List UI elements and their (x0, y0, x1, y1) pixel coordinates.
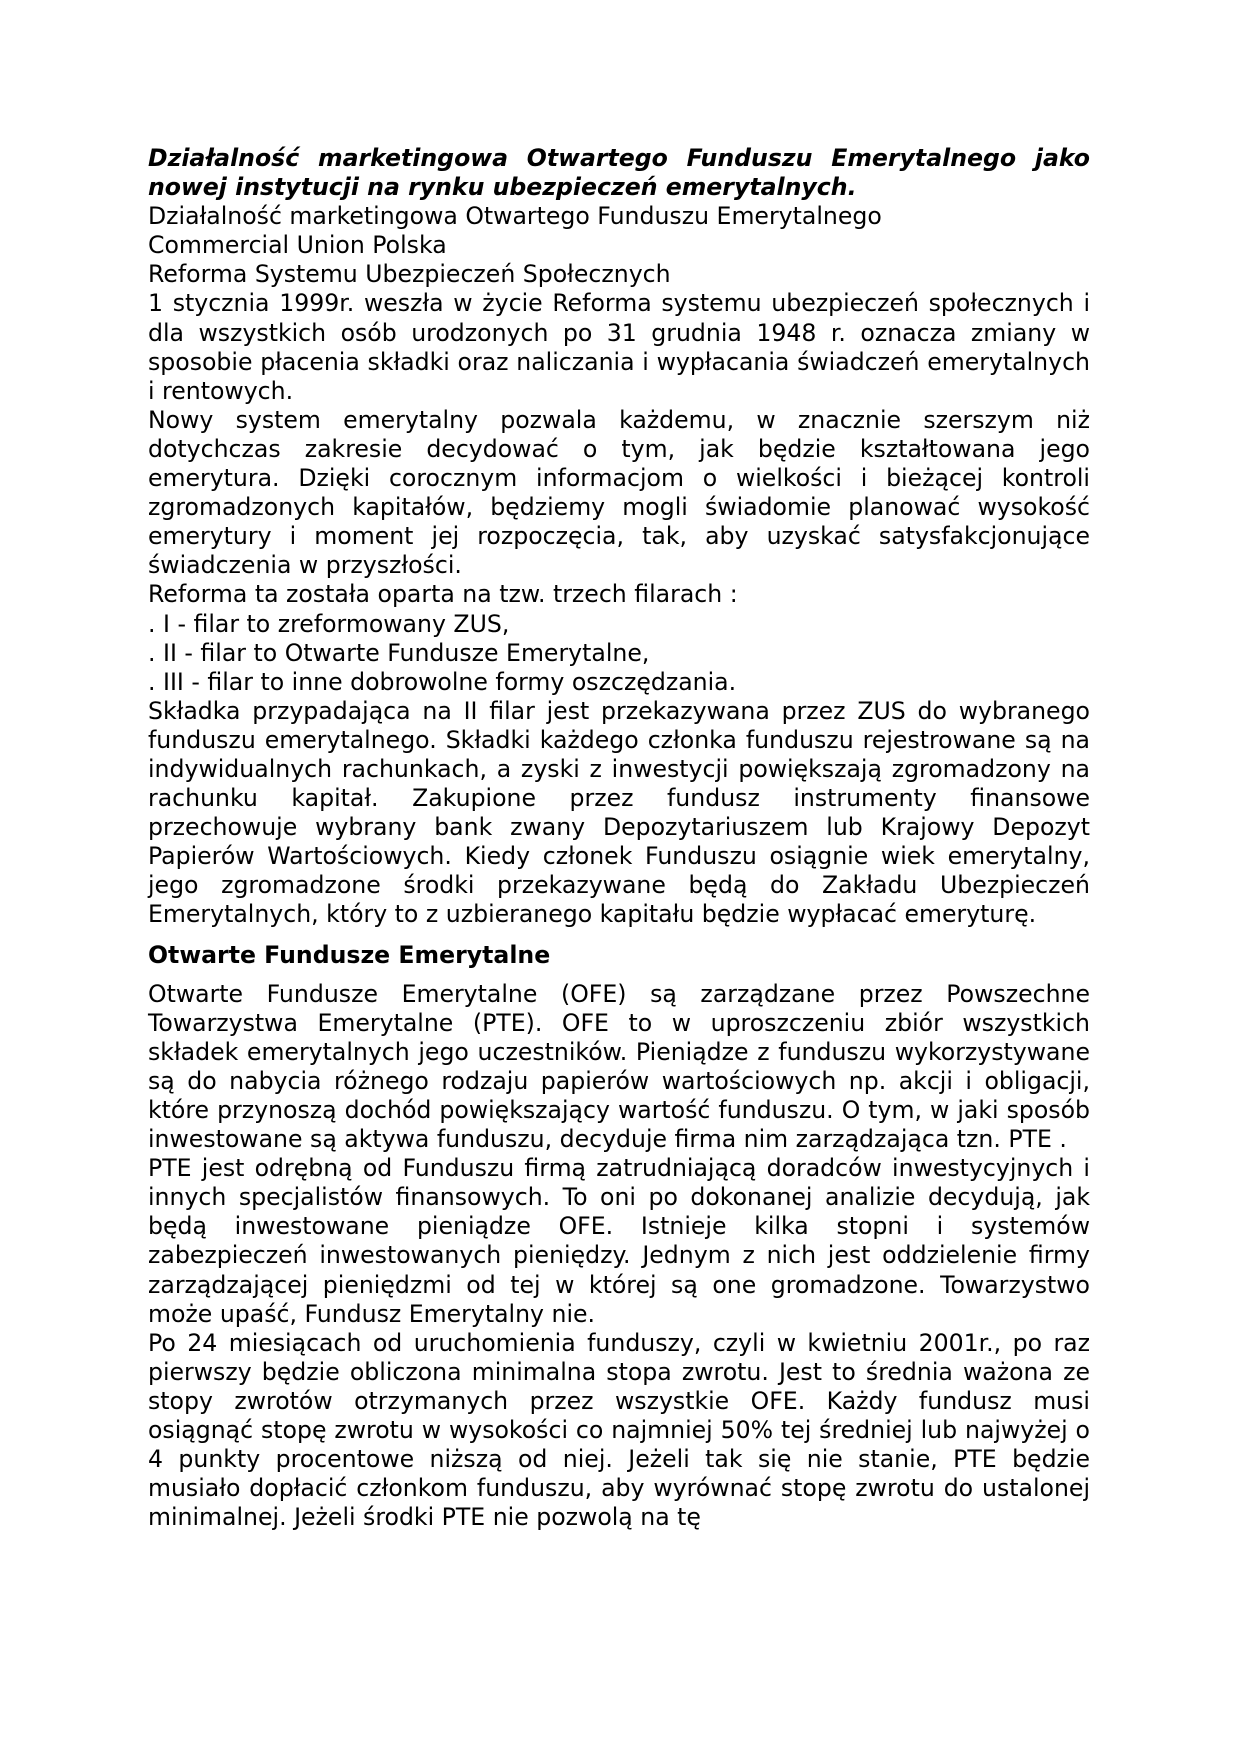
pillar-item: . II - filar to Otwarte Fundusze Emerytalne, (148, 638, 650, 667)
subtitle-line: Reforma Systemu Ubezpieczeń Społecznych (148, 260, 671, 289)
subtitle-line: Działalność marketingowa Otwartego Funduszu Emerytalnego (148, 202, 882, 231)
paragraph: Składka przypadająca na II filar jest przekazywana przez ZUS do wybranego funduszu emerytalnego. Składki każdego członka funduszu rejestrowane są na indywidualnych rachunkach, a zyski z inwestycji powiększają zgromadzony na rachunku kapitał. Zakupione przez fundusz instrumenty finansowe przechowuje wybrany bank zwany Depozytariuszem lub Krajowy Depozyt Papierów Wartościowych. Kiedy członek Funduszu osiągnie wiek emerytalny, jego zgromadzone środki przekazywane będą do Zakładu Ubezpieczeń Emerytalnych, który to z uzbieranego kapitału będzie wypłacać emeryturę. (148, 696, 1090, 929)
subtitle-line: Commercial Union Polska (148, 231, 447, 260)
pillar-item: . I - filar to zreformowany ZUS, (148, 609, 510, 638)
paragraph: Otwarte Fundusze Emerytalne (OFE) są zarządzane przez Powszechne Towarzystwa Emerytalne (PTE). OFE to w uproszczeniu zbiór wszystkich składek emerytalnych jego uczestników. Pieniądze z funduszu wykorzystywane są do nabycia różnego rodzaju papierów wartościowych np. akcji i obligacji, które przynoszą dochód powiększający wartość funduszu. O tym, w jaki sposób inwestowane są aktywa funduszu, decyduje firma nim zarządzająca tzn. PTE . (148, 979, 1090, 1154)
section-heading: Otwarte Fundusze Emerytalne (148, 940, 551, 969)
paragraph: PTE jest odrębną od Funduszu firmą zatrudniającą doradców inwestycyjnych i innych specjalistów finansowych. To oni po dokonanej analizie decydują, jak będą inwestowane pieniądze OFE. Istnieje kilka stopni i systemów zabezpieczeń inwestowanych pieniędzy. Jednym z nich jest oddzielenie firmy zarządzającej pieniędzmi od tej w której są one gromadzone. Towarzystwo może upaść, Fundusz Emerytalny nie. (148, 1154, 1090, 1328)
document-title: Działalność marketingowa Otwartego Funduszu Emerytalnego jako nowej instytucji na rynku ubezpieczeń emerytalnych. (148, 144, 1090, 202)
paragraph: Reforma ta została oparta na tzw. trzech filarach : (148, 580, 738, 609)
document-page (148, 144, 1090, 1532)
paragraph: Po 24 miesiącach od uruchomienia funduszy, czyli w kwietniu 2001r., po raz pierwszy będzie obliczona minimalna stopa zwrotu. Jest to średnia ważona ze stopy zwrotów otrzymanych przez wszystkie OFE. Każdy fundusz musi osiągnąć stopę zwrotu w wysokości co najmniej 50% tej średniej lub najwyżej o 4 punkty procentowe niższą od niej. Jeżeli tak się nie stanie, PTE będzie musiało dopłacić członkom funduszu, aby wyrównać stopę zwrotu do ustalonej minimalnej. Jeżeli środki PTE nie pozwolą na tę (148, 1328, 1090, 1532)
paragraph: 1 stycznia 1999r. weszła w życie Reforma systemu ubezpieczeń społecznych i dla wszystkich osób urodzonych po 31 grudnia 1948 r. oznacza zmiany w sposobie płacenia składki oraz naliczania i wypłacania świadczeń emerytalnych i rentowych. (148, 289, 1090, 405)
paragraph: Nowy system emerytalny pozwala każdemu, w znacznie szerszym niż dotychczas zakresie decydować o tym, jak będzie kształtowana jego emerytura. Dzięki corocznym informacjom o wielkości i bieżącej kontroli zgromadzonych kapitałów, będziemy mogli świadomie planować wysokość emerytury i moment jej rozpoczęcia, tak, aby uzyskać satysfakcjonujące świadczenia w przyszłości. (148, 405, 1090, 580)
pillar-item: . III - filar to inne dobrowolne formy oszczędzania. (148, 667, 737, 696)
